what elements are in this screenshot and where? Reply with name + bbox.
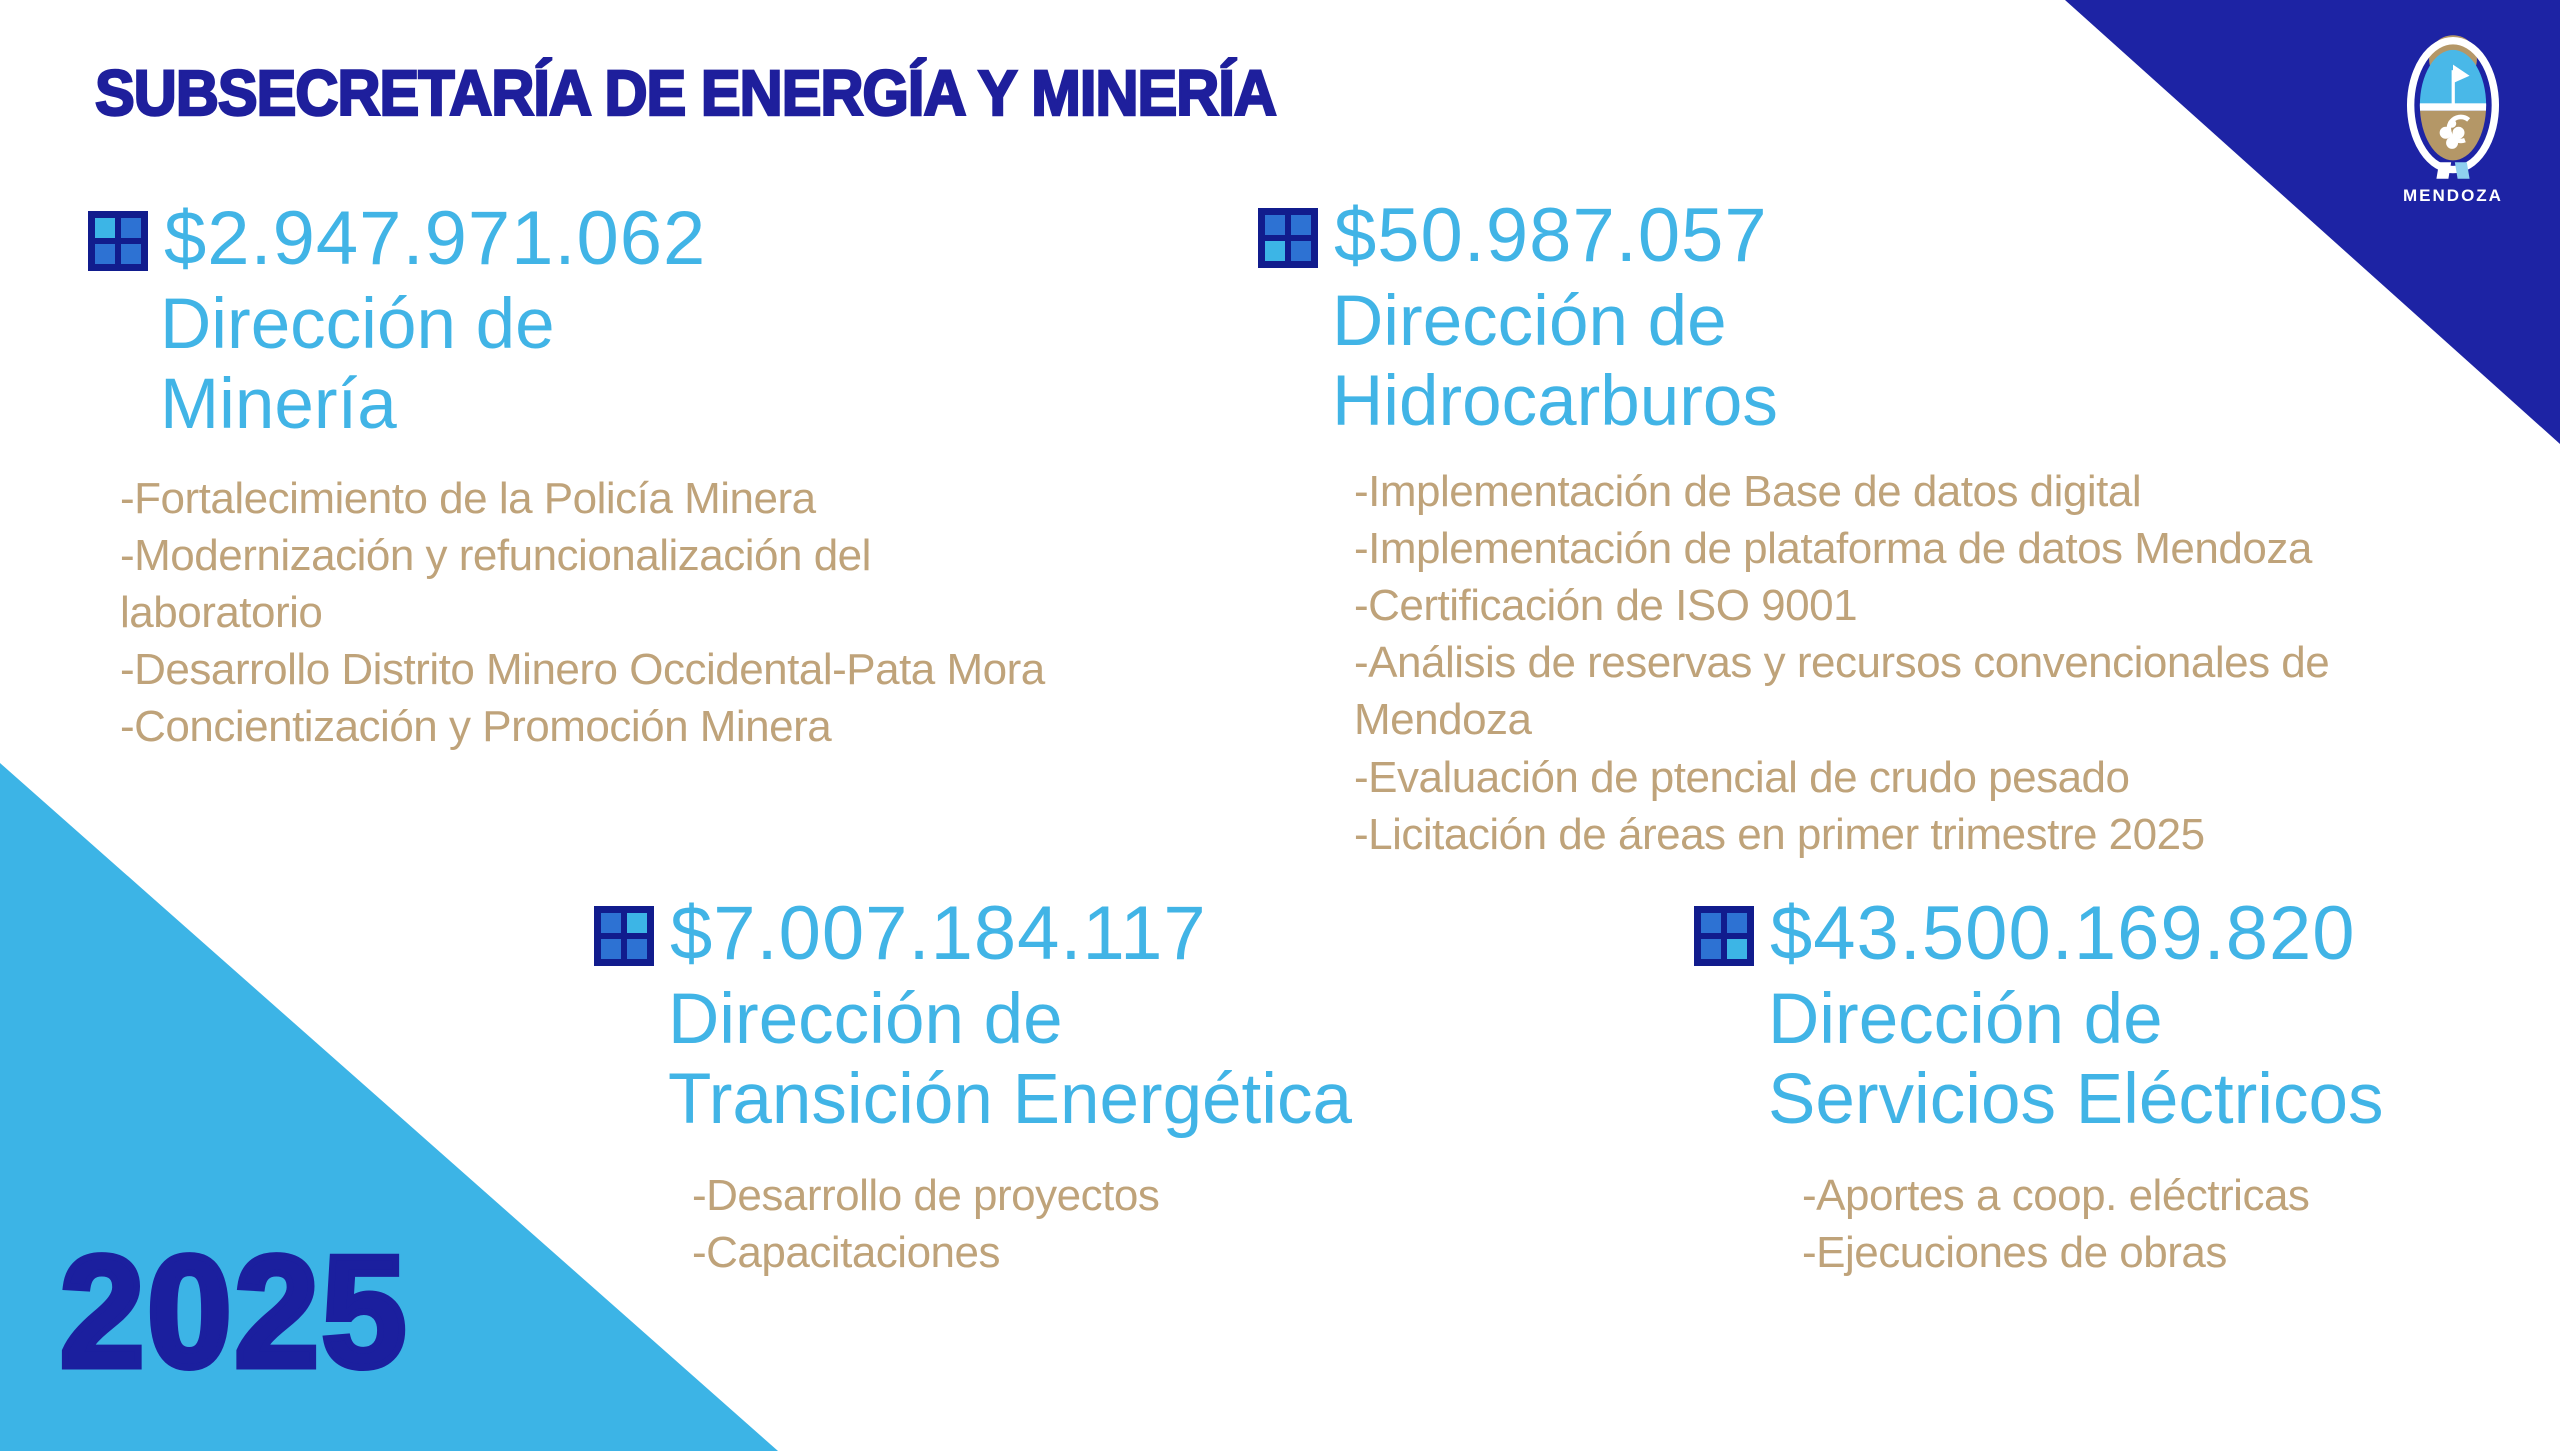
grid-icon xyxy=(594,906,654,966)
direction-name-line: Dirección de xyxy=(160,285,555,365)
bullet-item: -Certificación de ISO 9001 xyxy=(1354,581,1858,630)
section-mineria xyxy=(88,196,1045,756)
section-transicion-energetica xyxy=(594,891,1353,1281)
direction-name-line: Minería xyxy=(160,365,397,445)
grid-icon-square xyxy=(1265,215,1285,235)
grid-icon xyxy=(1258,208,1318,268)
grid-icon-square xyxy=(121,218,141,238)
direction-name xyxy=(668,980,1352,1140)
direction-name xyxy=(1332,282,2329,442)
section-head xyxy=(594,891,1352,976)
bullet-item-wrap: Mendoza xyxy=(1354,695,1532,745)
section-head xyxy=(1694,891,2384,976)
grid-icon-square xyxy=(1727,913,1747,933)
grid-icon xyxy=(88,211,148,271)
bullet-item: -Fortalecimiento de la Policía Minera xyxy=(120,473,816,523)
bullet-list xyxy=(692,1167,1352,1281)
bullet-item-wrap: laboratorio xyxy=(120,588,323,637)
direction-name xyxy=(160,285,1045,445)
grid-icon-square xyxy=(627,913,647,933)
grid-icon-square xyxy=(1291,215,1311,235)
budget-amount: $7.007.184.117 xyxy=(670,891,1207,976)
bullet-list xyxy=(1354,463,2329,863)
section-servicios-electricos xyxy=(1694,891,2384,1281)
grid-icon-square xyxy=(95,218,115,238)
grid-icon xyxy=(1694,906,1754,966)
bullet-item: -Análisis de reservas y recursos convencionales de xyxy=(1354,638,2330,688)
direction-name-line: Transición Energética xyxy=(668,1060,1353,1140)
page-title: SUBSECRETARÍA DE ENERGÍA Y MINERÍA xyxy=(95,57,1276,129)
direction-name xyxy=(1768,980,2384,1140)
bullet-item: -Implementación de Base de datos digital xyxy=(1354,466,2142,516)
direction-name-line: Dirección de xyxy=(1332,282,1727,362)
bullet-item: -Licitación de áreas en primer trimestre 2025 xyxy=(1354,809,2205,859)
budget-amount: $2.947.971.062 xyxy=(164,196,707,281)
grid-icon-square xyxy=(121,244,141,264)
grid-icon-square xyxy=(1727,939,1747,959)
budget-amount: $43.500.169.820 xyxy=(1770,891,2356,976)
mendoza-label: MENDOZA xyxy=(2403,186,2503,205)
grid-icon-square xyxy=(95,244,115,264)
grid-icon-square xyxy=(601,939,621,959)
bullet-item: -Ejecuciones de obras xyxy=(1802,1227,2227,1277)
bullet-list xyxy=(120,470,1045,756)
bullet-item: -Modernización y refuncionalización del xyxy=(120,530,871,580)
bullet-item: -Aportes a coop. eléctricas xyxy=(1802,1170,2310,1220)
section-hidrocarburos xyxy=(1258,193,2330,863)
grid-icon-square xyxy=(627,939,647,959)
bullet-item: -Capacitaciones xyxy=(692,1227,1000,1277)
grid-icon-square xyxy=(601,913,621,933)
section-head xyxy=(88,196,1045,281)
bullet-item: -Desarrollo de proyectos xyxy=(692,1170,1160,1220)
direction-name-line: Hidrocarburos xyxy=(1332,362,1778,442)
direction-name-line: Dirección de xyxy=(668,980,1063,1060)
mendoza-coat-of-arms-icon xyxy=(2390,26,2516,188)
section-head xyxy=(1258,193,2329,278)
bullet-list xyxy=(1802,1167,2384,1281)
grid-icon-square xyxy=(1701,939,1721,959)
year-label: 2025 xyxy=(60,1224,409,1400)
direction-name-line: Servicios Eléctricos xyxy=(1768,1060,2384,1140)
grid-icon-square xyxy=(1265,241,1285,261)
bullet-item: -Desarrollo Distrito Minero Occidental-Pata Mora xyxy=(120,645,1045,695)
bullet-item: -Evaluación de ptencial de crudo pesado xyxy=(1354,752,2130,802)
direction-name-line: Dirección de xyxy=(1768,980,2163,1060)
bullet-item: -Concientización y Promoción Minera xyxy=(120,702,832,752)
grid-icon-square xyxy=(1701,913,1721,933)
grid-icon-square xyxy=(1291,241,1311,261)
budget-amount: $50.987.057 xyxy=(1334,193,1768,278)
bullet-item: -Implementación de plataforma de datos Mendoza xyxy=(1354,523,2312,573)
